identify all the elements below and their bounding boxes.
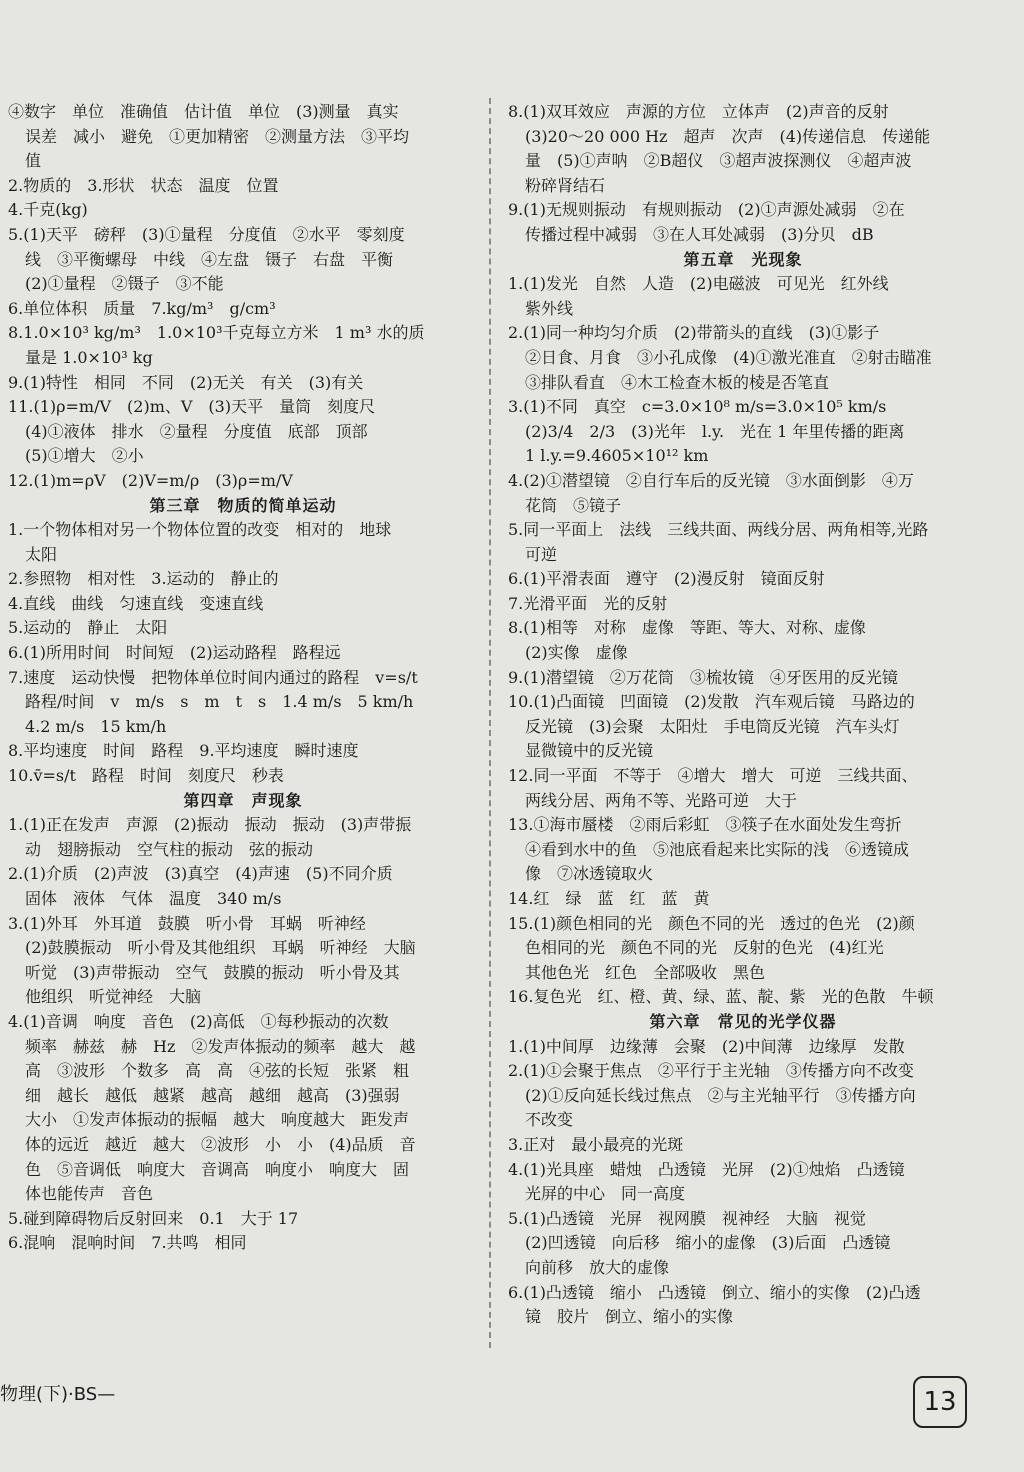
left-column bbox=[8, 100, 478, 1256]
answer-line: 2.(1)同一种均匀介质 (2)带箭头的直线 (3)①影子 bbox=[508, 323, 880, 343]
answer-line: 9.(1)特性 相同 不同 (2)无关 有关 (3)有关 bbox=[8, 372, 364, 392]
answer-line: (2)鼓膜振动 听小骨及其他组织 耳蜗 听神经 大脑 bbox=[25, 938, 416, 958]
answer-line: 4.(1)光具座 蜡烛 凸透镜 光屏 (2)①烛焰 凸透镜 bbox=[508, 1159, 905, 1179]
answer-line: 细 越长 越低 越紧 越高 越细 越高 (3)强弱 bbox=[25, 1085, 400, 1105]
answer-line: 6.单位体积 质量 7.kg/m³ g/cm³ bbox=[8, 298, 276, 318]
answer-line: (2)3/4 2/3 (3)光年 l.y. 光在 1 年里传播的距离 bbox=[525, 421, 905, 441]
answer-line: 15.(1)颜色相同的光 颜色不同的光 透过的色光 (2)颜 bbox=[508, 913, 915, 933]
answer-line: 1.(1)发光 自然 人造 (2)电磁波 可见光 红外线 bbox=[508, 274, 889, 294]
answer-line: 显微镜中的反光镜 bbox=[525, 741, 654, 761]
answer-line: 4.千克(kg) bbox=[8, 200, 88, 220]
answer-line: ④看到水中的鱼 ⑤池底看起来比实际的浅 ⑥透镜成 bbox=[525, 839, 910, 859]
answer-line: 12.(1)m=ρV (2)V=m/ρ (3)ρ=m/V bbox=[8, 470, 293, 490]
answer-line: 其他色光 红色 全部吸收 黑色 bbox=[525, 962, 766, 982]
answer-line: 紫外线 bbox=[525, 298, 574, 318]
answer-line: 两线分居、两角不等、光路可逆 大于 bbox=[525, 790, 798, 810]
column-divider bbox=[489, 98, 491, 1348]
answer-line: 10.v̄=s/t 路程 时间 刻度尺 秒表 bbox=[8, 766, 284, 786]
chapter-heading: 第五章 光现象 bbox=[683, 249, 803, 269]
answer-line: (2)①量程 ②镊子 ③不能 bbox=[25, 274, 224, 294]
answer-line: 1 l.y.=9.4605×10¹² km bbox=[525, 446, 709, 466]
chapter-heading: 第三章 物质的简单运动 bbox=[149, 495, 337, 515]
answer-line: 色相同的光 颜色不同的光 反射的色光 (4)红光 bbox=[525, 938, 884, 958]
page-number-badge: 13 bbox=[913, 1376, 967, 1428]
answer-line: 镜 胶片 倒立、缩小的实像 bbox=[525, 1307, 734, 1327]
answer-line: 1.(1)中间厚 边缘薄 会聚 (2)中间薄 边缘厚 发散 bbox=[508, 1036, 905, 1056]
answer-line: 1.(1)正在发声 声源 (2)振动 振动 振动 (3)声带振 bbox=[8, 815, 412, 835]
answer-line: 4.2 m/s 15 km/h bbox=[25, 716, 167, 736]
answer-line: 4.(2)①潜望镜 ②自行车后的反光镜 ③水面倒影 ④万 bbox=[508, 470, 914, 490]
answer-line: 可逆 bbox=[525, 544, 558, 564]
answer-line: 3.正对 最小最亮的光斑 bbox=[508, 1134, 684, 1154]
answer-line: 5.同一平面上 法线 三线共面、两线分居、两角相等,光路 bbox=[508, 520, 929, 540]
answer-line: 2.(1)介质 (2)声波 (3)真空 (4)声速 (5)不同介质 bbox=[8, 864, 393, 884]
answer-line: ④数字 单位 准确值 估计值 单位 (3)测量 真实 bbox=[8, 102, 399, 121]
answer-line: ②日食、月食 ③小孔成像 (4)①激光准直 ②射击瞄准 bbox=[525, 347, 932, 367]
answer-line: 7.光滑平面 光的反射 bbox=[508, 593, 668, 613]
answer-line: 量是 1.0×10³ kg bbox=[25, 347, 153, 367]
chapter-heading: 第六章 常见的光学仪器 bbox=[649, 1011, 837, 1031]
answer-line: 花筒 ⑤镜子 bbox=[525, 495, 622, 515]
answer-line: 4.(1)音调 响度 音色 (2)高低 ①每秒振动的次数 bbox=[8, 1011, 389, 1031]
answer-line: 他组织 听觉神经 大脑 bbox=[25, 987, 202, 1007]
footer-subject-label: 物理(下)·BS— bbox=[0, 1384, 116, 1405]
answer-line: 2.(1)①会聚于焦点 ②平行于主光轴 ③传播方向不改变 bbox=[508, 1061, 914, 1081]
answer-line: (5)①增大 ②小 bbox=[25, 446, 144, 466]
chapter-heading: 第四章 声现象 bbox=[183, 790, 303, 810]
answer-line: 3.(1)不同 真空 c=3.0×10⁸ m/s=3.0×10⁵ km/s bbox=[508, 397, 887, 417]
answer-line: (2)凹透镜 向后移 缩小的虚像 (3)后面 凸透镜 bbox=[525, 1233, 891, 1253]
answer-line: 6.(1)平滑表面 遵守 (2)漫反射 镜面反射 bbox=[508, 569, 825, 589]
answer-line: 7.速度 运动快慢 把物体单位时间内通过的路程 v=s/t bbox=[8, 667, 418, 687]
answer-line: 6.(1)凸透镜 缩小 凸透镜 倒立、缩小的实像 (2)凸透 bbox=[508, 1282, 921, 1302]
answer-line: 固体 液体 气体 温度 340 m/s bbox=[25, 889, 282, 908]
answer-line: 6.(1)所用时间 时间短 (2)运动路程 路程远 bbox=[8, 643, 341, 663]
answer-line: 色 ⑤音调低 响度大 音调高 响度小 响度大 固 bbox=[25, 1159, 410, 1179]
answer-line: 5.运动的 静止 太阳 bbox=[8, 618, 168, 638]
answer-line: 高 ③波形 个数多 高 高 ④弦的长短 张紧 粗 bbox=[25, 1061, 410, 1081]
answer-line: 值 bbox=[25, 151, 42, 171]
answer-line: ③排队看直 ④木工检查木板的棱是否笔直 bbox=[525, 372, 830, 392]
answer-line: 体也能传声 音色 bbox=[25, 1184, 154, 1204]
answer-line: 量 (5)①声呐 ②B超仪 ③超声波探测仪 ④超声波 bbox=[525, 151, 912, 171]
answer-line: 像 ⑦冰透镜取火 bbox=[525, 864, 654, 884]
answer-line: 误差 减小 避免 ①更加精密 ②测量方法 ③平均 bbox=[25, 126, 410, 146]
answer-line: 8.平均速度 时间 路程 9.平均速度 瞬时速度 bbox=[8, 741, 359, 761]
answer-line: 8.(1)双耳效应 声源的方位 立体声 (2)声音的反射 bbox=[508, 102, 889, 121]
answer-line: 8.(1)相等 对称 虚像 等距、等大、对称、虚像 bbox=[508, 618, 866, 638]
answer-line: 线 ③平衡螺母 中线 ④左盘 镊子 右盘 平衡 bbox=[25, 249, 394, 269]
answer-line: 9.(1)无规则振动 有规则振动 (2)①声源处减弱 ②在 bbox=[508, 200, 905, 220]
answer-line: 6.混响 混响时间 7.共鸣 相同 bbox=[8, 1233, 247, 1253]
answer-line: 太阳 bbox=[25, 544, 58, 564]
answer-line: 10.(1)凸面镜 凹面镜 (2)发散 汽车观后镜 马路边的 bbox=[508, 692, 915, 712]
answer-line: 频率 赫兹 赫 Hz ②发声体振动的频率 越大 越 bbox=[25, 1036, 416, 1056]
answer-line: (4)①液体 排水 ②量程 分度值 底部 顶部 bbox=[25, 421, 368, 441]
answer-line: 14.红 绿 蓝 红 蓝 黄 bbox=[508, 889, 710, 908]
answer-line: 16.复色光 红、橙、黄、绿、蓝、靛、紫 光的色散 牛顿 bbox=[508, 987, 934, 1007]
answer-line: 动 翅膀振动 空气柱的振动 弦的振动 bbox=[25, 839, 314, 859]
answer-line: 听觉 (3)声带振动 空气 鼓膜的振动 听小骨及其 bbox=[25, 962, 400, 982]
answer-line: 5.(1)天平 磅秤 (3)①量程 分度值 ②水平 零刻度 bbox=[8, 224, 405, 244]
answer-line: 光屏的中心 同一高度 bbox=[525, 1184, 686, 1204]
answer-line: 3.(1)外耳 外耳道 鼓膜 听小骨 耳蜗 听神经 bbox=[8, 913, 366, 933]
answer-line: 粉碎肾结石 bbox=[525, 175, 606, 195]
answer-line: 传播过程中减弱 ③在人耳处减弱 (3)分贝 dB bbox=[525, 224, 874, 244]
answer-line: 5.碰到障碍物后反射回来 0.1 大于 17 bbox=[8, 1208, 299, 1228]
answer-line: (3)20～20 000 Hz 超声 次声 (4)传递信息 传递能 bbox=[525, 126, 931, 146]
answer-line: (2)①反向延长线过焦点 ②与主光轴平行 ③传播方向 bbox=[525, 1085, 916, 1105]
answer-line: 9.(1)潜望镜 ②万花筒 ③梳妆镜 ④牙医用的反光镜 bbox=[508, 667, 898, 687]
answer-line: 路程/时间 v m/s s m t s 1.4 m/s 5 km/h bbox=[25, 692, 414, 712]
answer-line: 体的远近 越近 越大 ②波形 小 小 (4)品质 音 bbox=[25, 1134, 416, 1154]
right-column bbox=[508, 100, 978, 1330]
answer-line: 12.同一平面 不等于 ④增大 增大 可逆 三线共面、 bbox=[508, 766, 918, 786]
answer-line: 4.直线 曲线 匀速直线 变速直线 bbox=[8, 593, 264, 613]
answer-line: (2)实像 虚像 bbox=[525, 643, 628, 663]
answer-line: 11.(1)ρ=m/V (2)m、V (3)天平 量筒 刻度尺 bbox=[8, 397, 376, 417]
answer-line: 反光镜 (3)会聚 太阳灶 手电筒反光镜 汽车头灯 bbox=[525, 716, 900, 736]
answer-line: 2.参照物 相对性 3.运动的 静止的 bbox=[8, 569, 279, 589]
answer-line: 不改变 bbox=[525, 1110, 574, 1130]
answer-line: 2.物质的 3.形状 状态 温度 位置 bbox=[8, 175, 279, 195]
answer-line: 1.一个物体相对另一个物体位置的改变 相对的 地球 bbox=[8, 520, 392, 540]
answer-line: 13.①海市蜃楼 ②雨后彩虹 ③筷子在水面处发生弯折 bbox=[508, 815, 902, 835]
answer-line: 5.(1)凸透镜 光屏 视网膜 视神经 大脑 视觉 bbox=[508, 1208, 866, 1228]
answer-line: 8.1.0×10³ kg/m³ 1.0×10³千克每立方米 1 m³ 水的质 bbox=[8, 323, 425, 343]
answer-line: 向前移 放大的虚像 bbox=[525, 1257, 670, 1277]
answer-line: 大小 ①发声体振动的振幅 越大 响度越大 距发声 bbox=[25, 1110, 410, 1130]
